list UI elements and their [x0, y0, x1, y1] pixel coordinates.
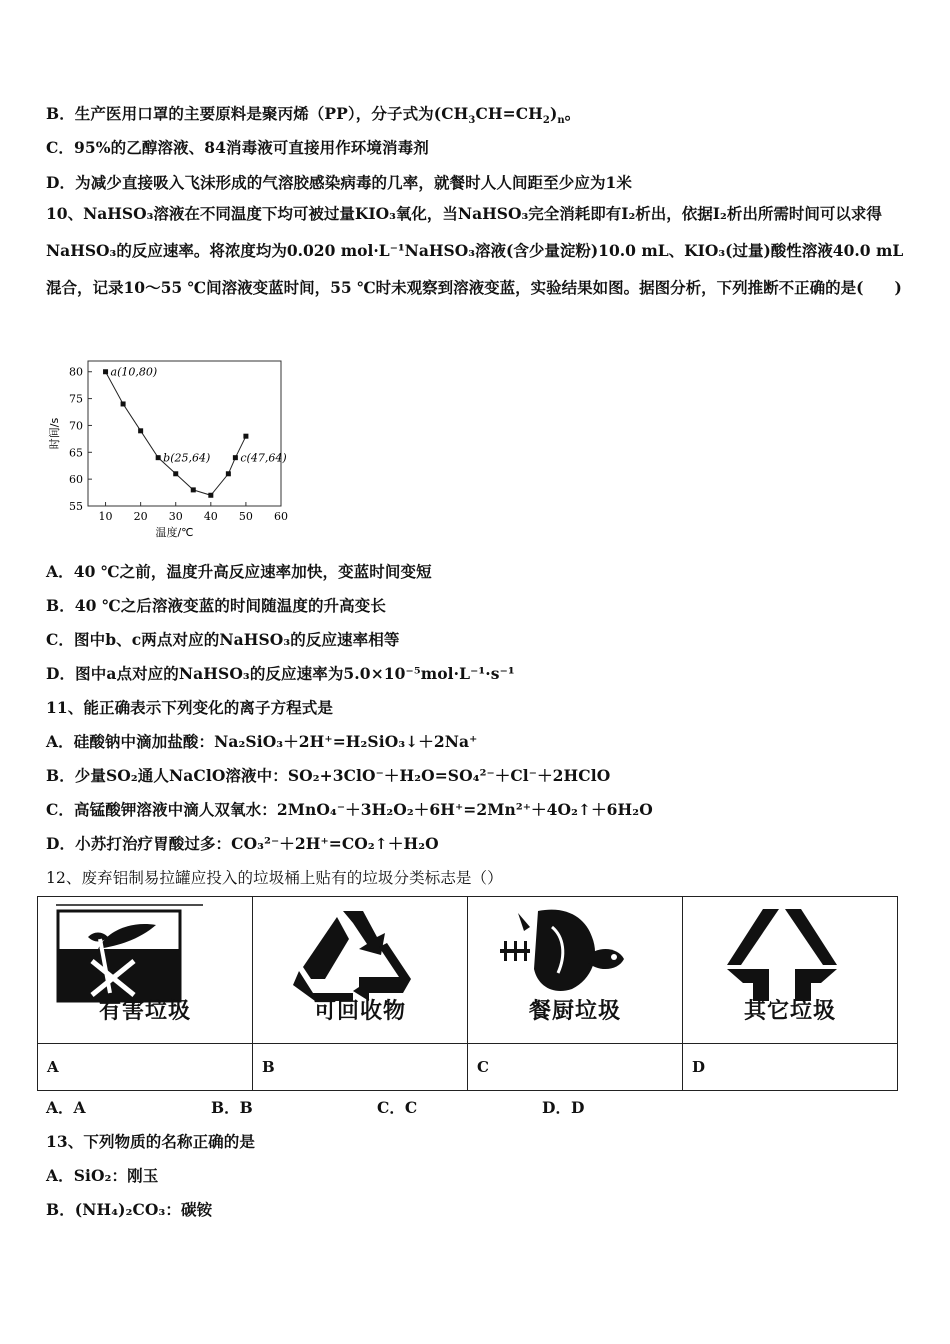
plot-frame — [88, 361, 281, 506]
q11-stem: 11、能正确表示下列变化的离子方程式是 — [46, 698, 333, 717]
q13-option-a: A．SiO₂：刚玉 — [46, 1166, 159, 1185]
x-axis-label: 温度/℃ — [155, 526, 194, 539]
data-point — [226, 471, 231, 476]
x-tick-label: 40 — [203, 510, 218, 523]
sign-cell-hazardous — [38, 897, 253, 1044]
y-axis-label: 时间/s — [48, 417, 61, 450]
data-point — [243, 434, 248, 439]
q11-option-a: A．硅酸钠中滴加盐酸：Na₂SiO₃＋2H⁺=H₂SiO₃↓＋2Na⁺ — [46, 732, 478, 751]
sign-name: 可回收物 — [313, 999, 406, 1024]
y-tick-label: 65 — [69, 446, 83, 460]
q12-stem: 12、废弃铝制易拉罐应投入的垃圾桶上贴有的垃圾分类标志是（） — [46, 869, 503, 887]
y-tick-label: 60 — [69, 473, 83, 487]
point-annotation: a(10,80) — [110, 365, 158, 379]
q12-option-c: C．C — [377, 1098, 418, 1117]
chart-temperature-time — [44, 352, 289, 542]
data-point — [103, 369, 108, 374]
x-tick-label: 50 — [238, 510, 253, 523]
x-tick-label: 30 — [168, 510, 183, 523]
point-annotation: b(25,64) — [163, 451, 211, 465]
q9-option-c: C．95%的乙醇溶液、84消毒液可直接用作环境消毒剂 — [46, 138, 429, 157]
q9-option-b: B．生产医用口罩的主要原料是聚丙烯（PP），分子式为$(CH_3CH=CH_2)_n$。 — [46, 104, 581, 127]
q13-option-b: B．(NH₄)₂CO₃：碳铵 — [46, 1200, 213, 1219]
sign-cell-other — [683, 897, 898, 1044]
sign-name: 餐厨垃圾 — [528, 999, 621, 1024]
data-point — [121, 401, 126, 406]
q12-option-a: A．A — [46, 1098, 86, 1117]
q11-option-c: C．高锰酸钾溶液中滴人双氧水：2MnO₄⁻＋3H₂O₂＋6H⁺=2Mn²⁺＋4O₂↑＋6H₂O — [46, 800, 653, 819]
data-point — [173, 471, 178, 476]
garbage-sign-table — [37, 896, 898, 1091]
q9-option-d: D．为减少直接吸入飞沫形成的气溶胶感染病毒的几率，就餐时人人间距至少应为1米 — [46, 173, 633, 192]
q12-option-d: D．D — [542, 1098, 585, 1117]
sign-label: C — [468, 1044, 683, 1091]
q10-option-b: B．40 ℃之后溶液变蓝的时间随温度的升高变长 — [46, 596, 386, 615]
data-point — [191, 487, 196, 492]
q12-option-b: B．B — [211, 1098, 253, 1117]
data-point — [233, 455, 238, 460]
x-tick-label: 60 — [274, 510, 288, 523]
q10-option-a: A．40 ℃之前，温度升高反应速率加快，变蓝时间变短 — [46, 562, 432, 581]
y-tick-label: 55 — [69, 500, 83, 513]
q10-stem: 10、NaHSO₃溶液在不同温度下均可被过量KIO₃氧化，当NaHSO₃完全消耗即有I₂析出，依据I₂析出所需时间可以求得NaHSO₃的反应速率。将浓度均为0.020 mol·L⁻¹NaHSO₃溶液(含少量淀粉)10.0 mL、KIO₃(过量)酸性溶液40.0 mL混合，记录10～55 ℃间溶液变蓝时间，55 ℃时未观察到溶液变蓝，实验结果如图。据图分析，下列推断不正确的是( ) — [46, 204, 904, 297]
q11-option-b: B．少量SO₂通人NaClO溶液中：SO₂+3ClO⁻＋H₂O=SO₄²⁻＋Cl⁻＋2HClO — [46, 766, 611, 785]
q10-option-c: C．图中b、c两点对应的NaHSO₃的反应速率相等 — [46, 630, 400, 649]
q10-option-d: D．图中a点对应的NaHSO₃的反应速率为5.0×10⁻⁵mol·L⁻¹·s⁻¹ — [46, 664, 515, 683]
sign-label: A — [38, 1044, 253, 1091]
data-point — [156, 455, 161, 460]
sign-name: 有害垃圾 — [98, 999, 191, 1024]
sign-name: 其它垃圾 — [743, 999, 836, 1024]
sign-label: B — [253, 1044, 468, 1091]
data-point — [138, 428, 143, 433]
q13-stem: 13、下列物质的名称正确的是 — [46, 1132, 255, 1151]
y-tick-label: 70 — [69, 419, 83, 433]
q11-option-d: D．小苏打治疗胃酸过多：CO₃²⁻＋2H⁺=CO₂↑＋H₂O — [46, 834, 439, 853]
series-line — [106, 372, 246, 496]
sign-label: D — [683, 1044, 898, 1091]
y-tick-label: 75 — [69, 392, 83, 406]
data-point — [208, 493, 213, 498]
sign-cell-recyclable — [253, 897, 468, 1044]
point-annotation: c(47,64) — [240, 451, 287, 465]
x-tick-label: 10 — [98, 510, 113, 523]
x-tick-label: 20 — [133, 510, 148, 523]
sign-cell-kitchen — [468, 897, 683, 1044]
y-tick-label: 80 — [69, 365, 83, 379]
